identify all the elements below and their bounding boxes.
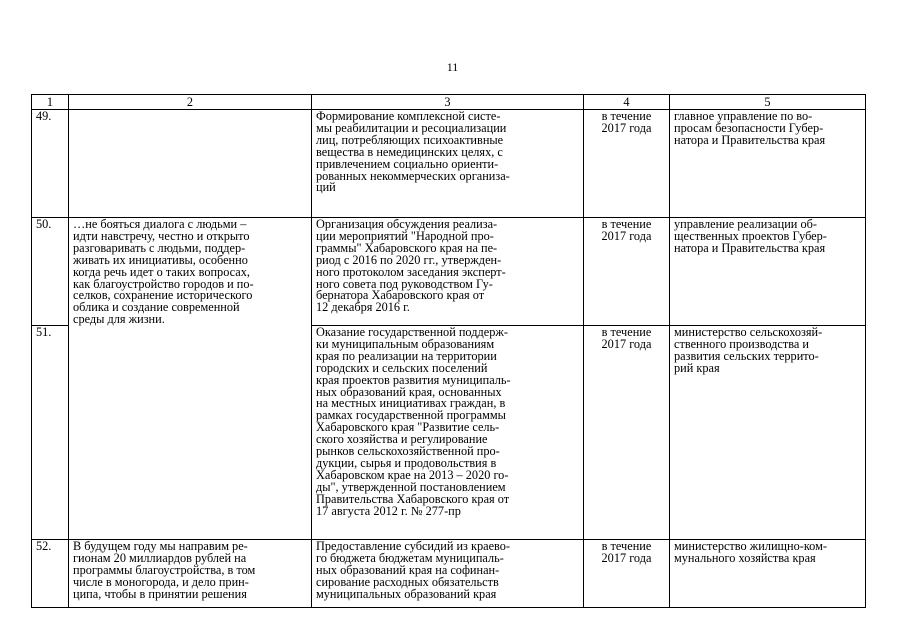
term-cell: в течение 2017 года xyxy=(584,326,670,540)
header-col-2: 2 xyxy=(69,95,312,110)
row-number: 51. xyxy=(32,326,69,540)
responsible-cell: министерство сельскохозяй- ственного производства и развития сельских террито- рий края xyxy=(670,326,866,540)
row-number: 50. xyxy=(32,218,69,326)
table-row xyxy=(32,110,866,218)
header-col-1: 1 xyxy=(32,95,69,110)
table-row xyxy=(32,218,866,326)
row-number: 49. xyxy=(32,110,69,218)
quote-cell xyxy=(69,110,312,218)
quote-cell: В будущем году мы направим ре- гионам 20 миллиардов рублей на программы благоустройства, в том числе в моногорода, и дело прин- ципа, чтобы в принятии решения xyxy=(69,540,312,608)
header-col-4: 4 xyxy=(584,95,670,110)
header-col-3: 3 xyxy=(312,95,584,110)
table-row xyxy=(32,540,866,608)
event-cell: Формирование комплексной систе- мы реабилитации и ресоциализации лиц, потребляющих психоактивные вещества в немедицинских целях, с привлечением социально ориенти- рованных некоммерческих организа- ций xyxy=(312,110,584,218)
page-number: 11 xyxy=(446,60,459,74)
plan-table xyxy=(31,94,866,608)
event-cell: Оказание государственной поддерж- ки муниципальным образованиям края по реализации на территории городских и сельских поселений края проектов развития муниципаль- ных образований края, основанных на местных инициативах граждан, в рамках государственной программы Хабаровского края "Развитие сель- ского хозяйства и регулирование рынков сельскохозяйственной про- дукции, сырья и продовольствия в Хабаровском крае на 2013 – 2020 го- ды", утвержденной постановлением Правительства Хабаровского края от 17 августа 2012 г. № 277-пр xyxy=(312,326,584,540)
term-cell: в течение 2017 года xyxy=(584,218,670,326)
event-cell: Предоставление субсидий из краево- го бюджета бюджетам муниципаль- ных образований края на софинан- сирование расходных обязательств муниципальных образований края xyxy=(312,540,584,608)
responsible-cell: главное управление по во- просам безопасности Губер- натора и Правительства края xyxy=(670,110,866,218)
term-cell: в течение 2017 года xyxy=(584,110,670,218)
term-cell: в течение 2017 года xyxy=(584,540,670,608)
row-number: 52. xyxy=(32,540,69,608)
table-header-row xyxy=(32,95,866,110)
header-col-5: 5 xyxy=(670,95,866,110)
responsible-cell: управление реализации об- щественных проектов Губер- натора и Правительства края xyxy=(670,218,866,326)
event-cell: Организация обсуждения реализа- ции мероприятий "Народной про- граммы" Хабаровского края на пе- риод с 2016 по 2020 гг., утвержден- ного протоколом заседания эксперт- ного совета под руководством Гу- бернатора Хабаровского края от 12 декабря 2016 г. xyxy=(312,218,584,326)
responsible-cell: министерство жилищно-ком- мунального хозяйства края xyxy=(670,540,866,608)
quote-cell: …не бояться диалога с людьми – идти навстречу, честно и открыто разговаривать с людьми, поддер- живать их инициативы, особенно когда речь идет о таких вопросах, как благоустройство городов и по- селков, сохранение исторического облика и создание современной среды для жизни. xyxy=(69,218,312,540)
